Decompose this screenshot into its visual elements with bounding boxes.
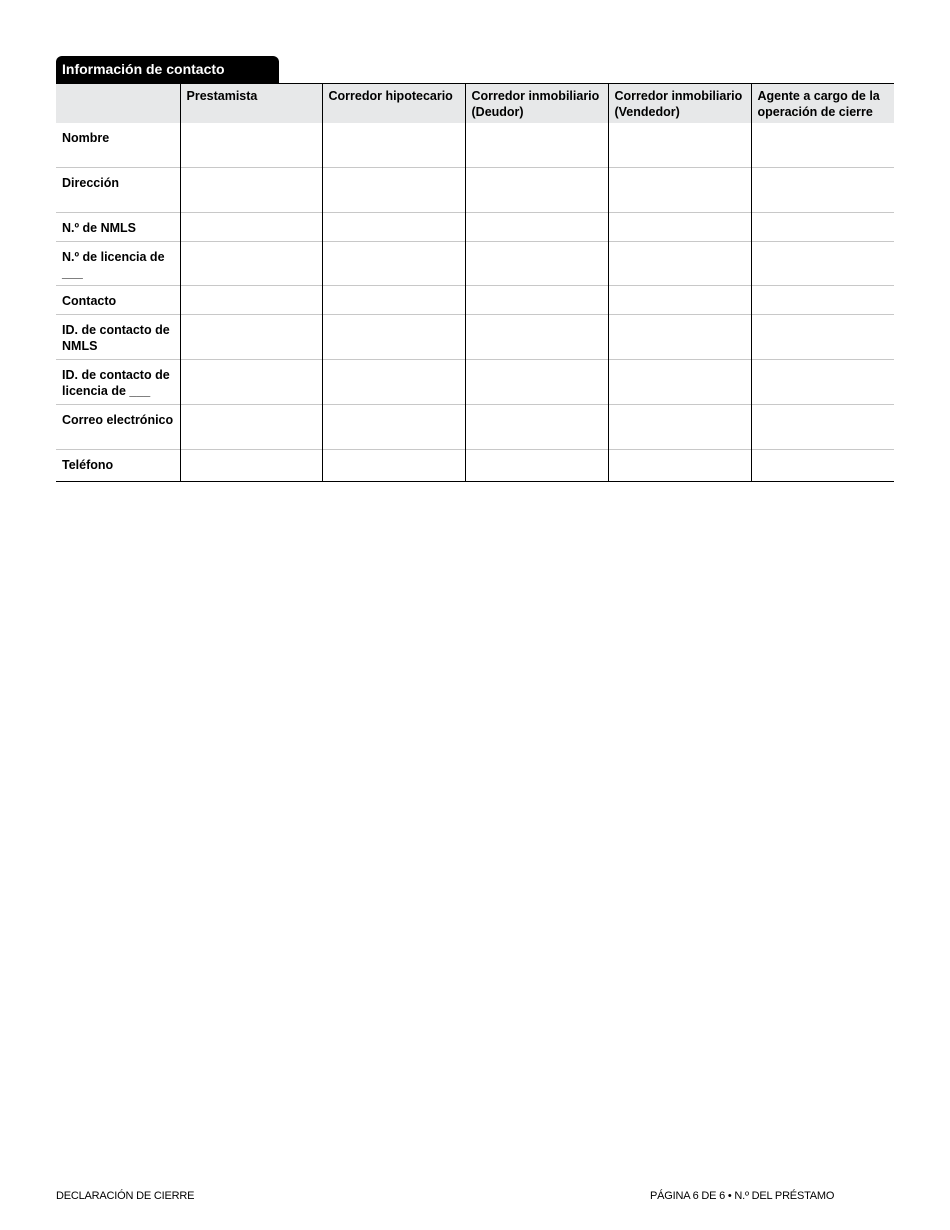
- header-mortgage-broker: Corredor hipotecario: [322, 84, 465, 123]
- header-real-estate-broker-buyer: Corredor inmobiliario (Deudor): [465, 84, 608, 123]
- cell-broker-buyer-contact-license[interactable]: [465, 360, 608, 405]
- cell-lender-license[interactable]: [180, 242, 322, 286]
- cell-settlement-agent-nmls[interactable]: [751, 213, 894, 242]
- row-label: N.º de licencia de ___: [56, 242, 180, 286]
- row-label: Dirección: [56, 168, 180, 213]
- cell-mortgage-broker-contact-nmls[interactable]: [322, 315, 465, 360]
- cell-settlement-agent-contact-nmls[interactable]: [751, 315, 894, 360]
- cell-lender-contact-license[interactable]: [180, 360, 322, 405]
- header-corner: [56, 84, 180, 123]
- cell-mortgage-broker-phone[interactable]: [322, 450, 465, 482]
- cell-broker-buyer-phone[interactable]: [465, 450, 608, 482]
- row-label: Correo electrónico: [56, 405, 180, 450]
- cell-broker-buyer-name[interactable]: [465, 123, 608, 168]
- cell-broker-buyer-license[interactable]: [465, 242, 608, 286]
- cell-broker-seller-phone[interactable]: [608, 450, 751, 482]
- table-row-name: [56, 123, 894, 168]
- header-real-estate-broker-seller: Corredor inmobiliario (Vendedor): [608, 84, 751, 123]
- row-label: Contacto: [56, 286, 180, 315]
- table-row-license: [56, 242, 894, 286]
- section-title: Información de contacto: [56, 56, 279, 83]
- row-label: Nombre: [62, 130, 110, 145]
- cell-settlement-agent-contact[interactable]: [751, 286, 894, 315]
- cell-settlement-agent-email[interactable]: [751, 405, 894, 450]
- cell-mortgage-broker-address[interactable]: [322, 168, 465, 213]
- cell-settlement-agent-name[interactable]: [751, 123, 894, 168]
- cell-mortgage-broker-email[interactable]: [322, 405, 465, 450]
- cell-settlement-agent-license[interactable]: [751, 242, 894, 286]
- cell-broker-seller-contact-license[interactable]: [608, 360, 751, 405]
- table-row-address: [56, 168, 894, 213]
- cell-broker-buyer-contact[interactable]: [465, 286, 608, 315]
- cell-lender-phone[interactable]: [180, 450, 322, 482]
- contact-info-table: [56, 83, 894, 482]
- cell-settlement-agent-contact-license[interactable]: [751, 360, 894, 405]
- cell-lender-contact[interactable]: [180, 286, 322, 315]
- table-header-row: [56, 84, 894, 123]
- footer-page-info: PÁGINA 6 DE 6 • N.º DEL PRÉSTAMO: [650, 1190, 835, 1202]
- cell-broker-seller-license[interactable]: [608, 242, 751, 286]
- cell-lender-contact-nmls[interactable]: [180, 315, 322, 360]
- table-row-contact: [56, 286, 894, 315]
- cell-mortgage-broker-nmls[interactable]: [322, 213, 465, 242]
- cell-broker-seller-address[interactable]: [608, 168, 751, 213]
- table-row-email: [56, 405, 894, 450]
- cell-settlement-agent-phone[interactable]: [751, 450, 894, 482]
- cell-broker-buyer-nmls[interactable]: [465, 213, 608, 242]
- cell-broker-seller-contact[interactable]: [608, 286, 751, 315]
- cell-mortgage-broker-name[interactable]: [322, 123, 465, 168]
- footer-document-title: DECLARACIÓN DE CIERRE: [56, 1190, 195, 1202]
- cell-broker-seller-contact-nmls[interactable]: [608, 315, 751, 360]
- row-label: ID. de contacto de licencia de ___: [56, 360, 180, 405]
- table-row-contact-nmls: [56, 315, 894, 360]
- table-row-contact-license: [56, 360, 894, 405]
- cell-broker-buyer-address[interactable]: [465, 168, 608, 213]
- cell-lender-email[interactable]: [180, 405, 322, 450]
- header-lender: Prestamista: [180, 84, 322, 123]
- row-label: N.º de NMLS: [56, 213, 180, 242]
- table-row-nmls: [56, 213, 894, 242]
- header-settlement-agent: Agente a cargo de la operación de cierre: [751, 84, 894, 123]
- cell-broker-buyer-email[interactable]: [465, 405, 608, 450]
- cell-lender-name[interactable]: [180, 123, 322, 168]
- cell-broker-seller-email[interactable]: [608, 405, 751, 450]
- cell-lender-address[interactable]: [180, 168, 322, 213]
- row-label: ID. de contacto de NMLS: [56, 315, 180, 360]
- cell-mortgage-broker-contact-license[interactable]: [322, 360, 465, 405]
- cell-broker-buyer-contact-nmls[interactable]: [465, 315, 608, 360]
- row-label: Teléfono: [56, 450, 180, 482]
- cell-settlement-agent-address[interactable]: [751, 168, 894, 213]
- cell-mortgage-broker-license[interactable]: [322, 242, 465, 286]
- cell-broker-seller-name[interactable]: [608, 123, 751, 168]
- table-row-phone: [56, 450, 894, 482]
- cell-broker-seller-nmls[interactable]: [608, 213, 751, 242]
- cell-mortgage-broker-contact[interactable]: [322, 286, 465, 315]
- cell-lender-nmls[interactable]: [180, 213, 322, 242]
